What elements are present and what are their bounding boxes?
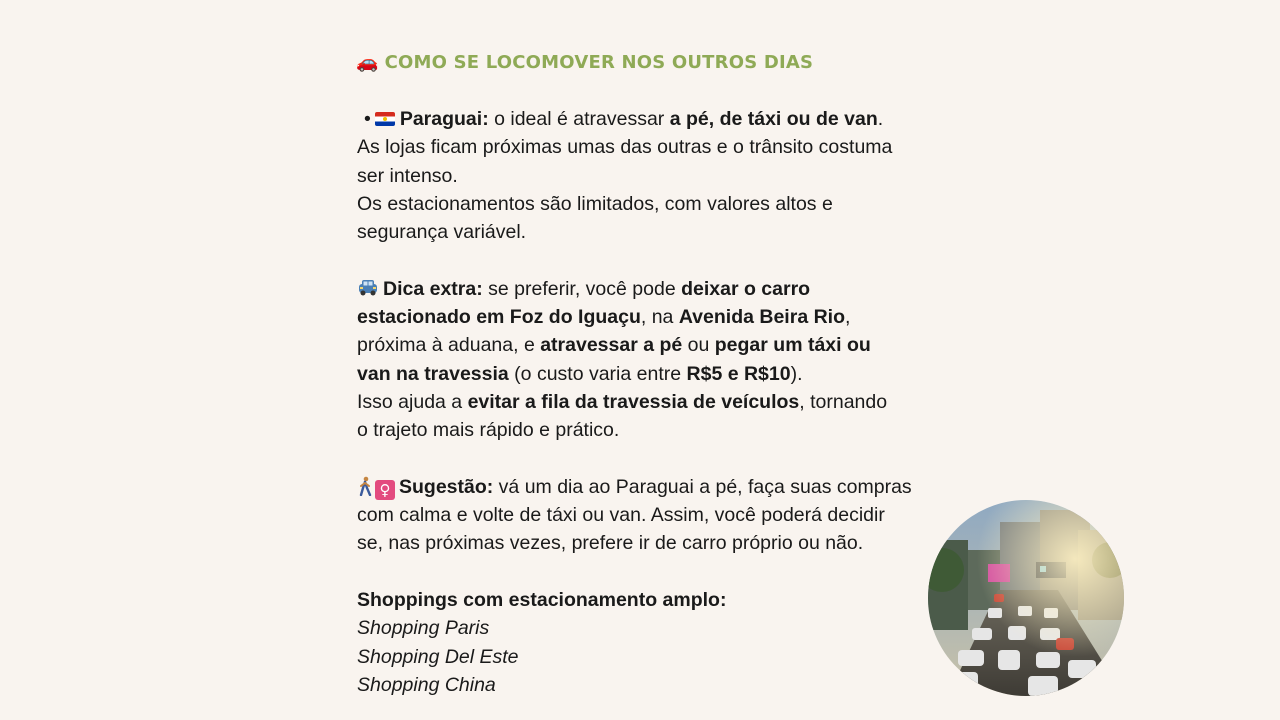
dica-text: se preferir, você pode	[482, 277, 682, 300]
dica-bold: evitar a fila da travessia de veículos	[467, 390, 800, 413]
shopping-item: Shopping Del Este	[357, 645, 519, 668]
dica-bold: pegar um táxi ou	[714, 334, 871, 357]
sugestao-text: se, nas próximas vezes, prefere ir de carro próprio ou não.	[357, 532, 864, 555]
main-text	[357, 105, 957, 699]
dica-text: , tornando	[799, 390, 888, 413]
paraguai-line2: As lojas ficam próximas umas das outras e o trânsito costuma	[357, 136, 893, 159]
paraguai-line3: ser intenso.	[357, 164, 458, 187]
person-walking-icon	[357, 476, 375, 496]
paraguay-flag-icon	[375, 112, 395, 126]
sugestao-text: vá um dia ao Paraguai a pé, faça suas compras	[493, 475, 912, 498]
paraguai-bold1: a pé, de táxi ou de van	[669, 108, 878, 130]
sugestao-label: Sugestão:	[399, 475, 494, 498]
dica-text: Isso ajuda a	[357, 390, 468, 413]
dica-label: Dica extra:	[383, 277, 483, 300]
dica-bold: deixar o carro	[681, 277, 811, 300]
dica-bold: estacionado em Foz do Iguaçu	[357, 306, 641, 329]
shoppings-list	[357, 586, 957, 699]
sugestao-text: com calma e volte de táxi ou van. Assim, você poderá decidir	[357, 504, 885, 527]
dica-paragraph	[357, 275, 957, 445]
dica-bold: atravessar a pé	[540, 334, 683, 357]
paraguai-line4: Os estacionamentos são limitados, com valores altos e	[357, 192, 833, 215]
dica-bold: van na travessia	[357, 362, 509, 385]
dica-text: , na	[640, 306, 679, 329]
paraguai-paragraph	[357, 105, 957, 246]
sugestao-paragraph	[357, 473, 957, 558]
bullet: •	[364, 108, 371, 130]
shoppings-title: Shoppings com estacionamento amplo:	[357, 589, 727, 612]
dica-text: ou	[682, 334, 715, 357]
paraguai-line5: segurança variável.	[357, 221, 527, 244]
paraguai-text1: o ideal é atravessar	[488, 108, 670, 130]
paraguai-text2: .	[877, 108, 884, 130]
dica-bold: Avenida Beira Rio	[678, 306, 845, 329]
shopping-item: Shopping Paris	[357, 617, 490, 640]
car-emoji-icon: 🚗	[356, 52, 379, 73]
heading-text: COMO SE LOCOMOVER NOS OUTROS DIAS	[384, 52, 814, 73]
dica-bold: R$5 e R$10	[686, 362, 791, 385]
paraguai-label: Paraguai:	[399, 108, 489, 130]
shopping-item: Shopping China	[357, 673, 496, 696]
car-icon	[357, 278, 379, 298]
dica-text: ,	[845, 306, 851, 329]
traffic-street-photo	[928, 500, 1124, 696]
female-sign-icon: ♀	[375, 480, 395, 500]
dica-text: o trajeto mais rápido e prático.	[357, 419, 620, 442]
dica-text: próxima à aduana, e	[357, 334, 541, 357]
section-heading	[356, 52, 813, 73]
dica-text: (o custo varia entre	[508, 362, 687, 385]
dica-text: ).	[790, 362, 803, 385]
